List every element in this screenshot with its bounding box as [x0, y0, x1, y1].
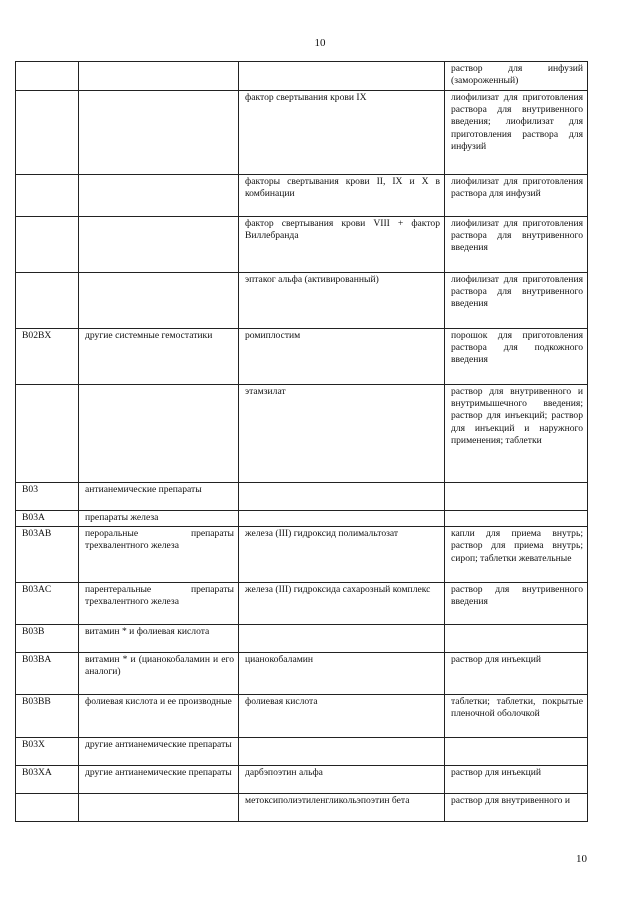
form-cell — [445, 483, 588, 511]
atc-code-cell — [16, 794, 79, 822]
form-cell — [445, 625, 588, 653]
atc-code-cell: B03 — [16, 483, 79, 511]
drug-cell — [239, 738, 445, 766]
group-cell: препараты железа — [79, 511, 239, 527]
atc-code-cell — [16, 91, 79, 175]
drug-cell: метоксиполиэтиленгликольэпоэтин бета — [239, 794, 445, 822]
form-cell: раствор для внутривенного и внутримышечного введения; раствор для инъекций; раствор для инъекций и наружного применения; таблетки — [445, 385, 588, 483]
atc-code-cell: B03AB — [16, 527, 79, 583]
atc-code-cell: B03AC — [16, 583, 79, 625]
atc-code-cell: B03BB — [16, 695, 79, 738]
form-cell: капли для приема внутрь; раствор для приема внутрь; сироп; таблетки жевательные — [445, 527, 588, 583]
group-cell — [79, 217, 239, 273]
table-row — [16, 527, 588, 583]
form-cell: лиофилизат для приготовления раствора для внутривенного введения — [445, 273, 588, 329]
drug-cell: фолиевая кислота — [239, 695, 445, 738]
table-row — [16, 794, 588, 822]
drug-cell: цианокобаламин — [239, 653, 445, 695]
group-cell — [79, 794, 239, 822]
table-row — [16, 91, 588, 175]
group-cell — [79, 91, 239, 175]
table-row — [16, 695, 588, 738]
form-cell: лиофилизат для приготовления раствора для внутривенного введения; лиофилизат для приготовления раствора для инфузий — [445, 91, 588, 175]
drug-cell — [239, 511, 445, 527]
drug-cell: фактор свертывания крови IX — [239, 91, 445, 175]
page-number-bottom: 10 — [576, 853, 587, 865]
drug-cell: фактор свертывания крови VIII + фактор Виллебранда — [239, 217, 445, 273]
form-cell — [445, 511, 588, 527]
drug-cell: эптаког альфа (активированный) — [239, 273, 445, 329]
group-cell: парентеральные препараты трехвалентного железа — [79, 583, 239, 625]
drug-cell: этамзилат — [239, 385, 445, 483]
drug-cell: ромиплостим — [239, 329, 445, 385]
atc-code-cell: B03B — [16, 625, 79, 653]
drug-cell: железа (III) гидроксида сахарозный комплекс — [239, 583, 445, 625]
atc-code-cell: B03A — [16, 511, 79, 527]
atc-code-cell: B03BA — [16, 653, 79, 695]
form-cell: раствор для инъекций — [445, 766, 588, 794]
atc-code-cell — [16, 217, 79, 273]
form-cell: раствор для внутривенного и — [445, 794, 588, 822]
group-cell — [79, 175, 239, 217]
form-cell: лиофилизат для приготовления раствора для инфузий — [445, 175, 588, 217]
drug-cell — [239, 483, 445, 511]
table-row — [16, 483, 588, 511]
form-cell: раствор для инъекций — [445, 653, 588, 695]
table-row — [16, 62, 588, 91]
table-row — [16, 511, 588, 527]
group-cell: другие системные гемостатики — [79, 329, 239, 385]
table-row — [16, 385, 588, 483]
group-cell: витамин * и фолиевая кислота — [79, 625, 239, 653]
form-cell: лиофилизат для приготовления раствора для внутривенного введения — [445, 217, 588, 273]
drug-cell — [239, 625, 445, 653]
drug-cell — [239, 62, 445, 91]
form-cell: порошок для приготовления раствора для подкожного введения — [445, 329, 588, 385]
drug-cell: дарбэпоэтин альфа — [239, 766, 445, 794]
table-row — [16, 625, 588, 653]
atc-code-cell — [16, 62, 79, 91]
atc-code-cell — [16, 385, 79, 483]
table-row — [16, 766, 588, 794]
form-cell — [445, 738, 588, 766]
group-cell: другие антианемические препараты — [79, 738, 239, 766]
atc-code-cell: B02BX — [16, 329, 79, 385]
group-cell: другие антианемические препараты — [79, 766, 239, 794]
group-cell — [79, 385, 239, 483]
form-cell: раствор для инфузий (замороженный) — [445, 62, 588, 91]
group-cell — [79, 273, 239, 329]
drug-table — [15, 61, 588, 822]
table-row — [16, 273, 588, 329]
table-row — [16, 653, 588, 695]
table-row — [16, 217, 588, 273]
form-cell: таблетки; таблетки, покрытые пленочной оболочкой — [445, 695, 588, 738]
table-row — [16, 329, 588, 385]
group-cell: витамин * и (цианокобаламин и его аналоги) — [79, 653, 239, 695]
page-number-top: 10 — [314, 37, 326, 49]
table-row — [16, 583, 588, 625]
group-cell: пероральные препараты трехвалентного железа — [79, 527, 239, 583]
form-cell: раствор для внутривенного введения — [445, 583, 588, 625]
table-row — [16, 175, 588, 217]
group-cell: антианемические препараты — [79, 483, 239, 511]
group-cell: фолиевая кислота и ее производные — [79, 695, 239, 738]
atc-code-cell — [16, 273, 79, 329]
drug-cell: железа (III) гидроксид полимальтозат — [239, 527, 445, 583]
atc-code-cell: B03X — [16, 738, 79, 766]
group-cell — [79, 62, 239, 91]
atc-code-cell — [16, 175, 79, 217]
drug-cell: факторы свертывания крови II, IX и X в комбинации — [239, 175, 445, 217]
table-row — [16, 738, 588, 766]
atc-code-cell: B03XA — [16, 766, 79, 794]
